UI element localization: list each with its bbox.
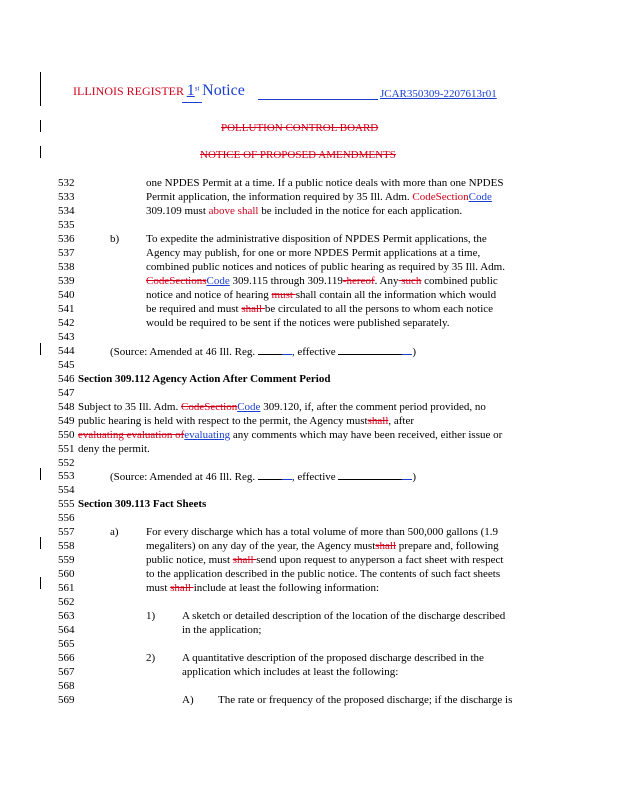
blank-field xyxy=(258,345,282,355)
body-line: one NPDES Permit at a time. If a public notice deals with more than one NPDES xyxy=(146,177,504,189)
body-line: Agency may publish, for one or more NPDES Permit applications at a time, xyxy=(146,247,481,259)
text: public hearing is held with respect to the permit, the Agency must xyxy=(78,415,368,427)
change-bar xyxy=(40,468,41,480)
deleted-text: Code xyxy=(412,191,436,203)
line-number: 551 xyxy=(58,443,75,455)
text: . Any xyxy=(374,275,399,287)
blank-field xyxy=(402,345,412,355)
notice-label: Notice xyxy=(202,82,245,99)
deleted-text: evaluating evaluation of xyxy=(78,429,185,441)
deleted-text: shall xyxy=(241,303,265,315)
blank-field xyxy=(338,345,402,355)
change-bar xyxy=(40,146,41,158)
deleted-text: Section xyxy=(435,191,469,203)
inserted-text: Code xyxy=(206,275,230,287)
text: 309.120, if, after the comment period provided, no xyxy=(260,401,486,413)
source-note xyxy=(110,470,416,484)
page-number-suffix: st xyxy=(194,84,200,93)
register-title: ILLINOIS REGISTER xyxy=(73,84,184,98)
text: be included in the notice for each application. xyxy=(258,205,463,217)
text: shall contain all the information which would xyxy=(295,289,497,301)
deleted-text: such xyxy=(398,275,422,287)
body-line: To expedite the administrative disposition of NPDES Permit applications, the xyxy=(146,233,487,245)
text: be circulated to all the persons to whom each notice xyxy=(264,303,494,315)
line-number: 561 xyxy=(58,582,75,594)
body-line xyxy=(146,540,499,553)
change-bar xyxy=(40,343,41,355)
deleted-text: CodeSection xyxy=(180,401,238,413)
line-number: 532 xyxy=(58,177,75,189)
text: public notice, must xyxy=(146,554,233,566)
page-number: 1 xyxy=(186,82,195,99)
body-line xyxy=(146,554,503,567)
line-number: 533 xyxy=(58,191,75,203)
change-bar xyxy=(40,120,41,132)
line-number: 565 xyxy=(58,638,75,650)
line-number: 562 xyxy=(58,596,75,608)
section-heading: Section 309.113 Fact Sheets xyxy=(78,498,207,510)
body-line xyxy=(146,289,496,302)
line-number: 559 xyxy=(58,554,75,566)
line-number: 556 xyxy=(58,512,75,524)
blank-field xyxy=(282,345,292,355)
line-number: 540 xyxy=(58,289,75,301)
blank-field xyxy=(338,470,402,480)
text: include at least the following information: xyxy=(193,582,380,594)
section-heading: Section 309.112 Agency Action After Comment Period xyxy=(78,373,331,385)
text: , effective xyxy=(291,346,339,358)
text: 309.115 through 309.119 xyxy=(229,275,343,287)
body-line xyxy=(146,582,379,595)
line-number: 555 xyxy=(58,498,75,510)
page-header xyxy=(73,82,245,100)
body-line: deny the permit. xyxy=(78,443,150,455)
body-line xyxy=(146,205,462,218)
line-number: 564 xyxy=(58,624,75,636)
line-number: 541 xyxy=(58,303,75,315)
list-label: b) xyxy=(110,233,120,245)
deleted-text: CodeSections xyxy=(146,275,207,287)
body-line: A quantitative description of the proposed discharge described in the xyxy=(182,652,484,664)
document-code: JCAR350309-2207613r01 xyxy=(380,88,497,100)
text: megaliters) on any day of the year, the Agency must xyxy=(146,540,376,552)
text: send upon request to anyperson a fact sheet with respect xyxy=(256,554,504,566)
notice-title: NOTICE OF PROPOSED AMENDMENTS xyxy=(200,149,396,161)
text: (Source: Amended at 46 Ill. Reg. xyxy=(110,471,258,483)
line-number: 536 xyxy=(58,233,75,245)
text: , after xyxy=(388,415,415,427)
line-number: 569 xyxy=(58,694,75,706)
body-line: For every discharge which has a total volume of more than 500,000 gallons (1.9 xyxy=(146,526,499,538)
list-label: 2) xyxy=(146,652,156,664)
line-number: 544 xyxy=(58,345,75,357)
line-number: 546 xyxy=(58,373,75,385)
body-line: in the application; xyxy=(182,624,262,636)
body-line: application which includes at least the following: xyxy=(182,666,399,678)
source-note xyxy=(110,345,416,359)
blank-field xyxy=(258,470,282,480)
inserted-text: evaluating xyxy=(184,429,231,441)
list-label: 1) xyxy=(146,610,156,622)
line-number: 542 xyxy=(58,317,75,329)
line-number: 558 xyxy=(58,540,75,552)
deleted-text: shall xyxy=(234,205,259,217)
change-bar xyxy=(40,537,41,549)
header-rule xyxy=(258,99,378,100)
text: 309.109 must xyxy=(146,205,209,217)
text: Permit application, the information required by 35 Ill. Adm. xyxy=(146,191,413,203)
body-line xyxy=(78,429,502,442)
line-number: 567 xyxy=(58,666,75,678)
body-line: to the application described in the public notice. The contents of such fact sheets xyxy=(146,568,501,580)
body-line xyxy=(78,415,414,428)
line-number: 539 xyxy=(58,275,75,287)
text: notice and notice of hearing xyxy=(146,289,272,301)
line-number: 538 xyxy=(58,261,75,273)
list-label: a) xyxy=(110,526,119,538)
text: combined public xyxy=(421,275,498,287)
inserted-text: Code xyxy=(237,401,261,413)
line-number: 545 xyxy=(58,359,75,371)
body-line xyxy=(146,191,492,204)
body-line: would be required to be sent if the notices were published separately. xyxy=(146,317,450,329)
deleted-text: shall xyxy=(375,540,397,552)
body-line: A sketch or detailed description of the location of the discharge described xyxy=(182,610,506,622)
body-line xyxy=(146,303,493,316)
deleted-text: shall xyxy=(232,554,257,566)
board-title: POLLUTION CONTROL BOARD xyxy=(221,122,379,134)
line-number: 557 xyxy=(58,526,75,538)
text: ) xyxy=(412,346,417,358)
line-number: 553 xyxy=(58,470,75,482)
change-bar xyxy=(40,577,41,589)
text: prepare and, following xyxy=(396,540,499,552)
text: any comments which may have been received, either issue or xyxy=(230,429,503,441)
text: be required and must xyxy=(146,303,242,315)
text: , effective xyxy=(291,471,339,483)
deleted-text: shall xyxy=(367,415,389,427)
header-rule-2 xyxy=(182,102,202,103)
body-line: combined public notices and notices of public hearing as required by 35 Ill. Adm. xyxy=(146,261,505,273)
line-number: 563 xyxy=(58,610,75,622)
line-number: 535 xyxy=(58,219,75,231)
text: must xyxy=(146,582,171,594)
text: ) xyxy=(412,471,417,483)
line-number: 534 xyxy=(58,205,75,217)
blank-field xyxy=(282,470,292,480)
body-line xyxy=(146,275,498,288)
change-bar xyxy=(40,72,41,106)
deleted-text: -hereof xyxy=(342,275,375,287)
body-line xyxy=(78,401,486,414)
list-label: A) xyxy=(182,694,194,706)
line-number: 547 xyxy=(58,387,75,399)
text: (Source: Amended at 46 Ill. Reg. xyxy=(110,346,258,358)
line-number: 543 xyxy=(58,331,75,343)
line-number: 554 xyxy=(58,484,75,496)
line-number: 560 xyxy=(58,568,75,580)
line-number: 552 xyxy=(58,457,75,469)
deleted-text: must xyxy=(271,289,296,301)
text: Subject to 35 Ill. Adm. xyxy=(78,401,181,413)
body-line: The rate or frequency of the proposed discharge; if the discharge is xyxy=(218,694,513,706)
line-number: 537 xyxy=(58,247,75,259)
line-number: 548 xyxy=(58,401,75,413)
inserted-text: Code xyxy=(468,191,492,203)
inserted-text: above xyxy=(208,205,235,217)
blank-field xyxy=(402,470,412,480)
line-number: 549 xyxy=(58,415,75,427)
deleted-text: shall xyxy=(170,582,194,594)
line-number: 566 xyxy=(58,652,75,664)
line-number: 550 xyxy=(58,429,75,441)
line-number: 568 xyxy=(58,680,75,692)
